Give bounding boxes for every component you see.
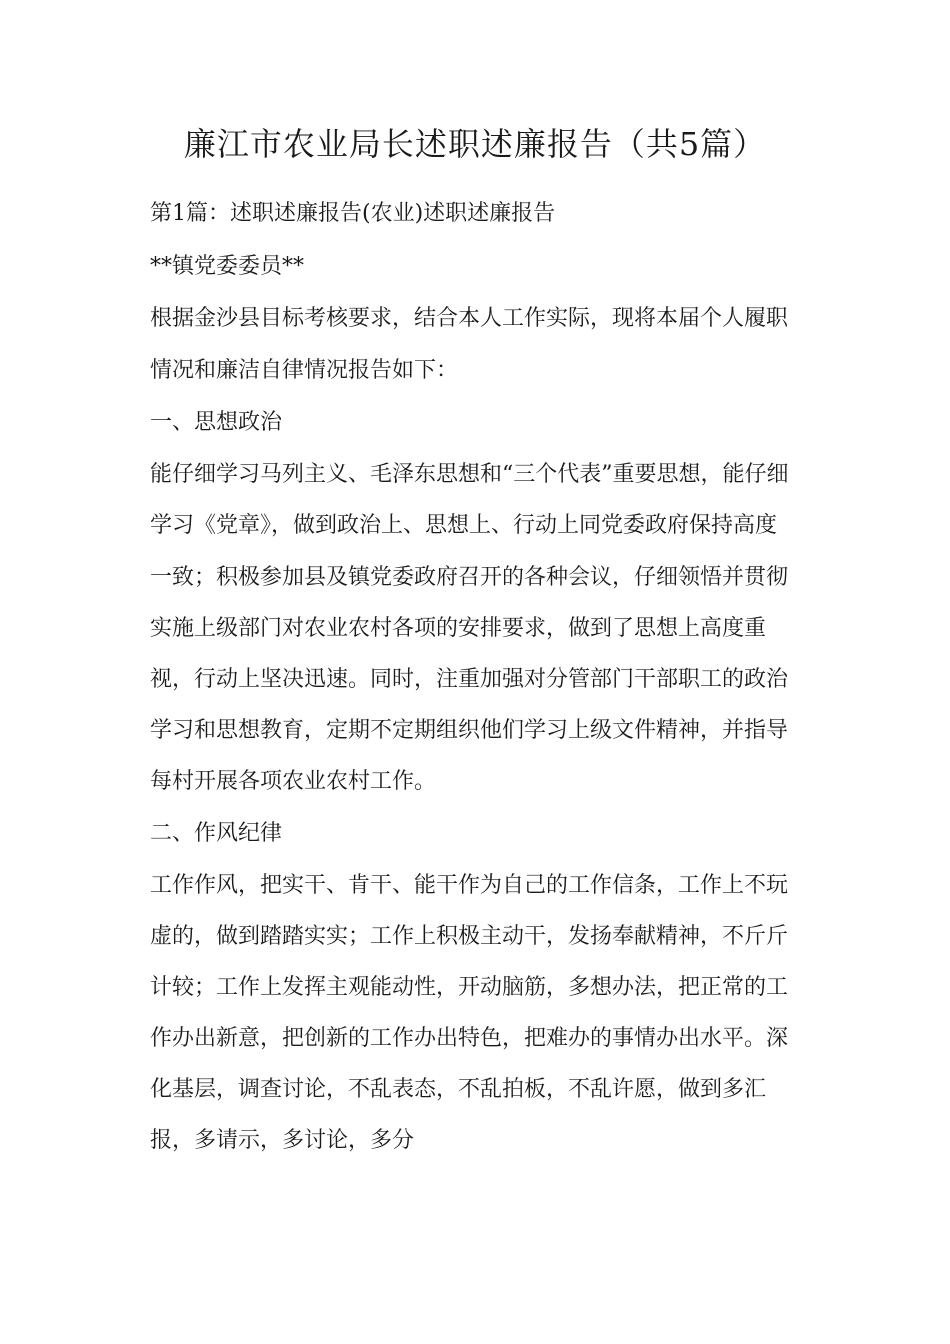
body-line: 视，行动上坚决迅速。同时，注重加强对分管部门干部职工的政治 (150, 667, 789, 692)
section-heading-politics: 一、思想政治 (150, 410, 283, 435)
body-line: 作办出新意，把创新的工作办出特色，把难办的事情办出水平。深 (150, 1026, 789, 1051)
body-line: 根据金沙县目标考核要求，结合本人工作实际，现将本届个人履职 (150, 306, 789, 331)
body-line: 学习《党章》，做到政治上、思想上、行动上同党委政府保持高度 (150, 513, 778, 538)
body-line: 化基层，调查讨论，不乱表态，不乱拍板，不乱许愿，做到多汇 (150, 1077, 767, 1102)
body-line: 每村开展各项农业农村工作。 (150, 769, 437, 794)
body-line: 工作作风，把实干、肯干、能干作为自己的工作信条，工作上不玩 (150, 873, 789, 898)
section-heading-discipline: 二、作风纪律 (150, 821, 283, 846)
body-line: 报，多请示，多讨论，多分 (150, 1128, 415, 1153)
body-line: 实施上级部门对农业农村各项的安排要求，做到了思想上高度重 (150, 616, 767, 641)
body-line: 能仔细学习马列主义、毛泽东思想和“三个代表”重要思想，能仔细 (150, 462, 789, 487)
section-heading-part-1: 第1篇：述职述廉报告(农业)述职述廉报告 (150, 201, 556, 226)
document-title: 廉江市农业局长述职述廉报告（共5篇） (183, 125, 767, 163)
body-line: 一致；积极参加县及镇党委政府召开的各种会议，仔细领悟并贯彻 (150, 565, 789, 590)
body-line: 计较；工作上发挥主观能动性，开动脑筋，多想办法，把正常的工 (150, 975, 789, 1000)
body-line: 虚的，做到踏踏实实；工作上积极主动干，发扬奉献精神，不斤斤 (150, 924, 789, 949)
body-line: 学习和思想教育，定期不定期组织他们学习上级文件精神，并指导 (150, 718, 789, 743)
body-line: 情况和廉洁自律情况报告如下： (150, 358, 459, 383)
author-line: **镇党委委员** (150, 254, 305, 279)
